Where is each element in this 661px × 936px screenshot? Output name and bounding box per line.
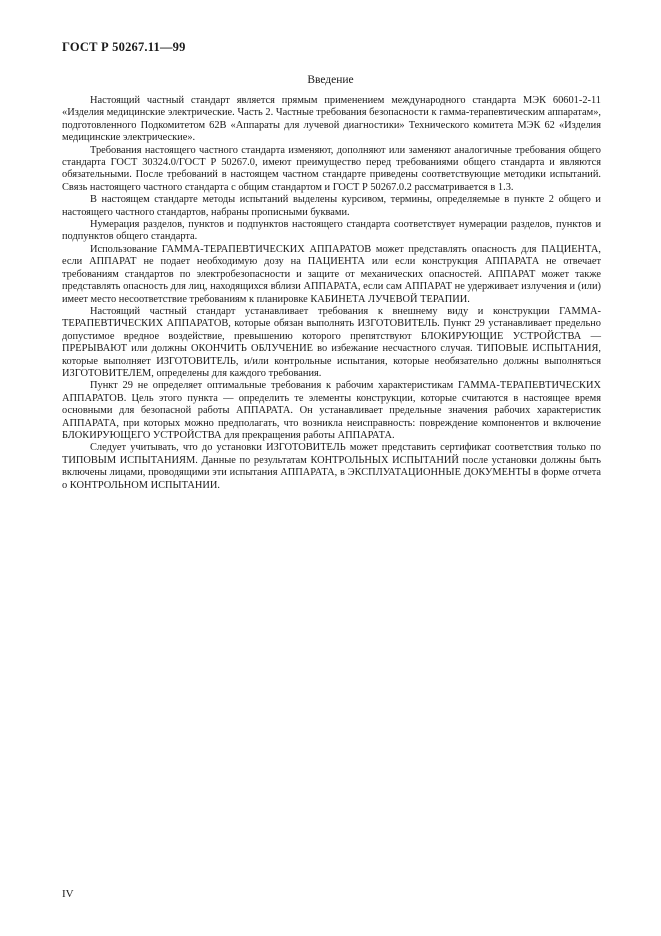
paragraph-certification: Следует учитывать, что до установки ИЗГОТОВИТЕЛЬ может представить сертификат соответствия только по ТИПОВЫМ ИСПЫТАНИЯМ. Данные по результатам КОНТРОЛЬНЫХ ИСПЫТАНИЙ после установки должны быть включены лицами, проводящими эти испытания АППАРАТА, в ЭКСПЛУАТАЦИОННЫЕ ДОКУМЕНТЫ в форме отчета о КОНТРОЛЬНОМ ИСПЫТАНИИ. — [62, 442, 601, 491]
paragraph-clause-29: Пункт 29 не определяет оптимальные требования к рабочим характеристикам ГАММА-ТЕРАПЕВТИЧЕСКИХ АППАРАТОВ. Цель этого пункта — определить те элементы конструкции, которые считаются в настоящее время основными для безопасной работы АППАРАТА. Он устанавливает предельные значения рабочих характеристик АППАРАТА, при которых можно предполагать, что возникла неисправность: повреждение компонентов и включение БЛОКИРУЮЩЕГО УСТРОЙСТВА для прекращения работы АППАРАТА. — [62, 380, 601, 441]
paragraph-typography: В настоящем стандарте методы испытаний выделены курсивом, термины, определяемые в пункте 2 общего и настоящего частного стандартов, набраны прописными буквами. — [62, 194, 601, 218]
standard-code-header: ГОСТ Р 50267.11—99 — [62, 40, 186, 54]
paragraph-hazards: Использование ГАММА-ТЕРАПЕВТИЧЕСКИХ АППАРАТОВ может представлять опасность для ПАЦИЕНТА, если АППАРАТ не подает необходимую дозу на ПАЦИЕНТА или если конструкция АППАРАТА не отвечает требованиям стандартов по электробезопасности и защите от механических опасностей. АППАРАТ может также представлять опасность для лиц, находящихся вблизи АППАРАТА, если сам АППАРАТ не удерживает излучения и (или) имеет место несоответствие требованиям к планировке КАБИНЕТА ЛУЧЕВОЙ ТЕРАПИИ. — [62, 243, 601, 305]
section-title: Введение — [307, 74, 354, 86]
paragraph-scope: Настоящий частный стандарт является прямым применением международного стандарта МЭК 60601-2-11 «Изделия медицинские электрические. Часть 2. Частные требования безопасности к гамма-терапевтическим аппаратам», подготовленного Подкомитетом 62В «Аппараты для лучевой диагностики» Технического комитета МЭК 62 «Изделия медицинские электрические». — [62, 95, 601, 144]
paragraph-numbering: Нумерация разделов, пунктов и подпунктов настоящего стандарта соответствует нумерации разделов, пунктов и подпунктов общего стандарта. — [62, 219, 601, 243]
paragraph-requirements: Требования настоящего частного стандарта изменяют, дополняют или заменяют аналогичные требования общего стандарта ГОСТ 30324.0/ГОСТ Р 50267.0, имеют преимущество перед требованиями общего стандарта и являются обязательными. После требований в настоящем частном стандарте приведены соответствующие методики испытаний. Связь настоящего частного стандарта с общим стандартом и ГОСТ Р 50267.0.2 рассматривается в 1.3. — [62, 144, 601, 193]
page-number: IV — [62, 888, 74, 900]
body-text — [62, 95, 601, 492]
paragraph-design-requirements: Настоящий частный стандарт устанавливает требования к внешнему виду и конструкции ГАММА-ТЕРАПЕВТИЧЕСКИХ АППАРАТОВ, которые обязан выполнять ИЗГОТОВИТЕЛЬ. Пункт 29 устанавливает предельно допустимое вредное воздействие, превышению которого препятствуют БЛОКИРУЮЩИЕ УСТРОЙСТВА — ПРЕРЫВАЮТ или должны ОКОНЧИТЬ ОБЛУЧЕНИЕ во избежание несчастного случая. ТИПОВЫЕ ИСПЫТАНИЯ, которые выполняет ИЗГОТОВИТЕЛЬ, и/или контрольные испытания, которые необязательно должны выполняться ИЗГОТОВИТЕЛЕМ, определены для каждого требования. — [62, 305, 601, 379]
